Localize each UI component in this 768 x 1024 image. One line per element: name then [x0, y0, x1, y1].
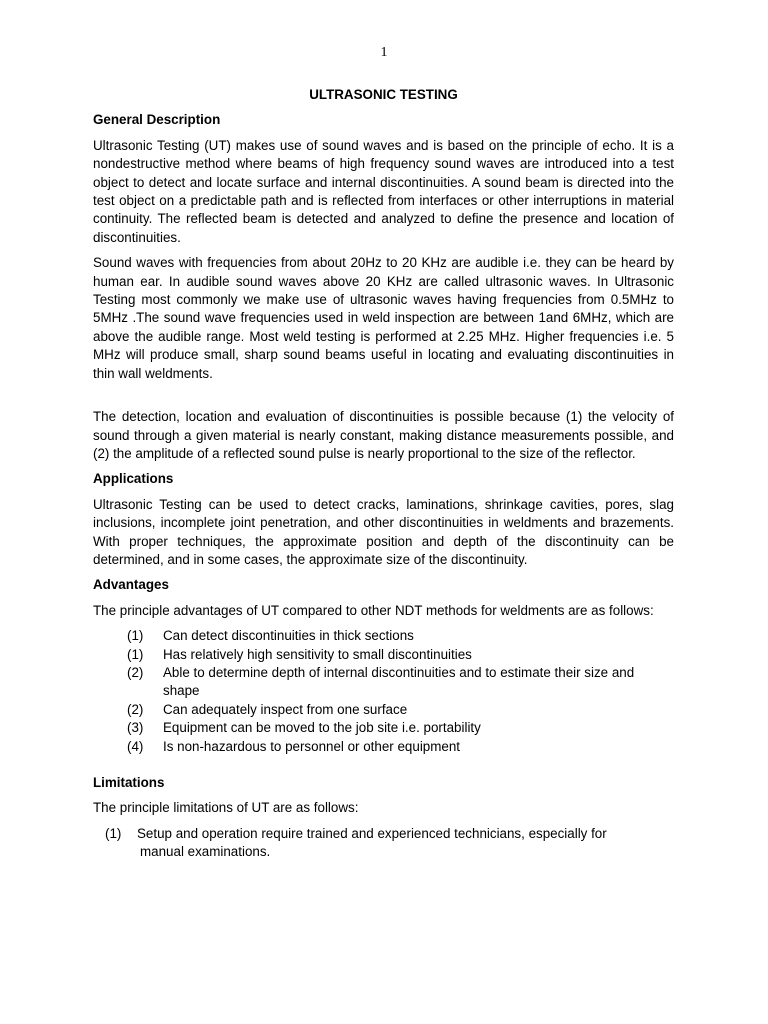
- list-item-number: (1): [105, 825, 122, 841]
- paragraph-advantages-intro: The principle advantages of UT compared to other NDT methods for weldments are as follows:: [93, 602, 654, 618]
- paragraph-general-3: The detection, location and evaluation of discontinuities is possible because (1) the velocity of sound through a given material is nearly constant, making distance measurements possible, and (2) the amplitude of a reflected sound pulse is nearly proportional to the size of the reflector.: [93, 409, 674, 461]
- page-number: 1: [380, 45, 388, 60]
- advantages-list: [93, 627, 674, 756]
- document-title: ULTRASONIC TESTING: [309, 87, 458, 102]
- list-item-number: (3): [127, 720, 144, 736]
- heading-advantages: Advantages: [93, 577, 169, 593]
- list-item-text-line: Setup and operation require trained and experienced technicians, especially for: [137, 825, 607, 841]
- list-item-text: Can detect discontinuities in thick sections: [163, 628, 414, 644]
- list-item-number: (4): [127, 738, 144, 754]
- list-item-text: Can adequately inspect from one surface: [163, 701, 408, 717]
- list-item: [93, 627, 674, 645]
- heading-limitations: Limitations: [93, 775, 165, 790]
- list-item: [93, 701, 674, 719]
- document-body: [93, 86, 674, 862]
- heading-applications: Applications: [93, 471, 174, 487]
- paragraph-limitations-intro: The principle limitations of UT are as follows:: [93, 800, 359, 816]
- list-item-text-line: manual examinations.: [140, 844, 271, 860]
- limitations-list: [93, 825, 674, 862]
- list-item: [93, 719, 674, 737]
- list-item-text: Is non-hazardous to personnel or other equipment: [163, 738, 461, 754]
- paragraph-general-2: Sound waves with frequencies from about 20Hz to 20 KHz are audible i.e. they can be heard by human ear. In audible sound waves above 20 KHz are called ultrasonic waves. In Ultrasonic Testing most commonly we make use of ultrasonic waves having frequencies from 0.5MHz to 5MHz .The sound wave frequencies used in weld inspection are between 1and 6MHz, which are above the audible range. Most weld testing is performed at 2.25 MHz. Higher frequencies i.e. 5 MHz will produce small, sharp sound beams useful in locating and evaluating discontinuities in thin wall weldments.: [93, 255, 674, 381]
- blank-line: [93, 390, 674, 408]
- list-item-number: (2): [127, 664, 144, 680]
- list-item: [93, 825, 674, 862]
- list-item-text: Has relatively high sensitivity to small discontinuities: [163, 646, 472, 662]
- list-item-text: Equipment can be moved to the job site i.e. portability: [163, 720, 481, 736]
- heading-general-description: General Description: [93, 112, 221, 128]
- list-item-number: (1): [127, 646, 144, 662]
- list-item-text: [137, 825, 674, 862]
- list-item-number: (2): [127, 701, 144, 717]
- list-item: [93, 738, 674, 756]
- paragraph-general-1: Ultrasonic Testing (UT) makes use of sound waves and is based on the principle of echo. It is a nondestructive method where beams of high frequency sound waves are introduced into a test object to detect and locate surface and internal discontinuities. A sound beam is directed into the test object on a predictable path and is reflected from interfaces or other interruptions in material continuity. The reflected beam is detected and analyzed to define the presence and location of discontinuities.: [93, 137, 674, 245]
- paragraph-applications: Ultrasonic Testing can be used to detect cracks, laminations, shrinkage cavities, pores, slag inclusions, incomplete joint penetration, and other discontinuities in weldments and brazements. With proper techniques, the approximate position and depth of the discontinuity can be determined, and in some cases, the approximate size of the discontinuity.: [93, 496, 674, 567]
- list-item: [93, 646, 674, 664]
- list-item-number: (1): [127, 628, 144, 644]
- blank-line: [93, 756, 674, 774]
- list-item: [93, 664, 674, 701]
- list-item-text: Able to determine depth of internal discontinuities and to estimate their size and shape: [163, 664, 635, 699]
